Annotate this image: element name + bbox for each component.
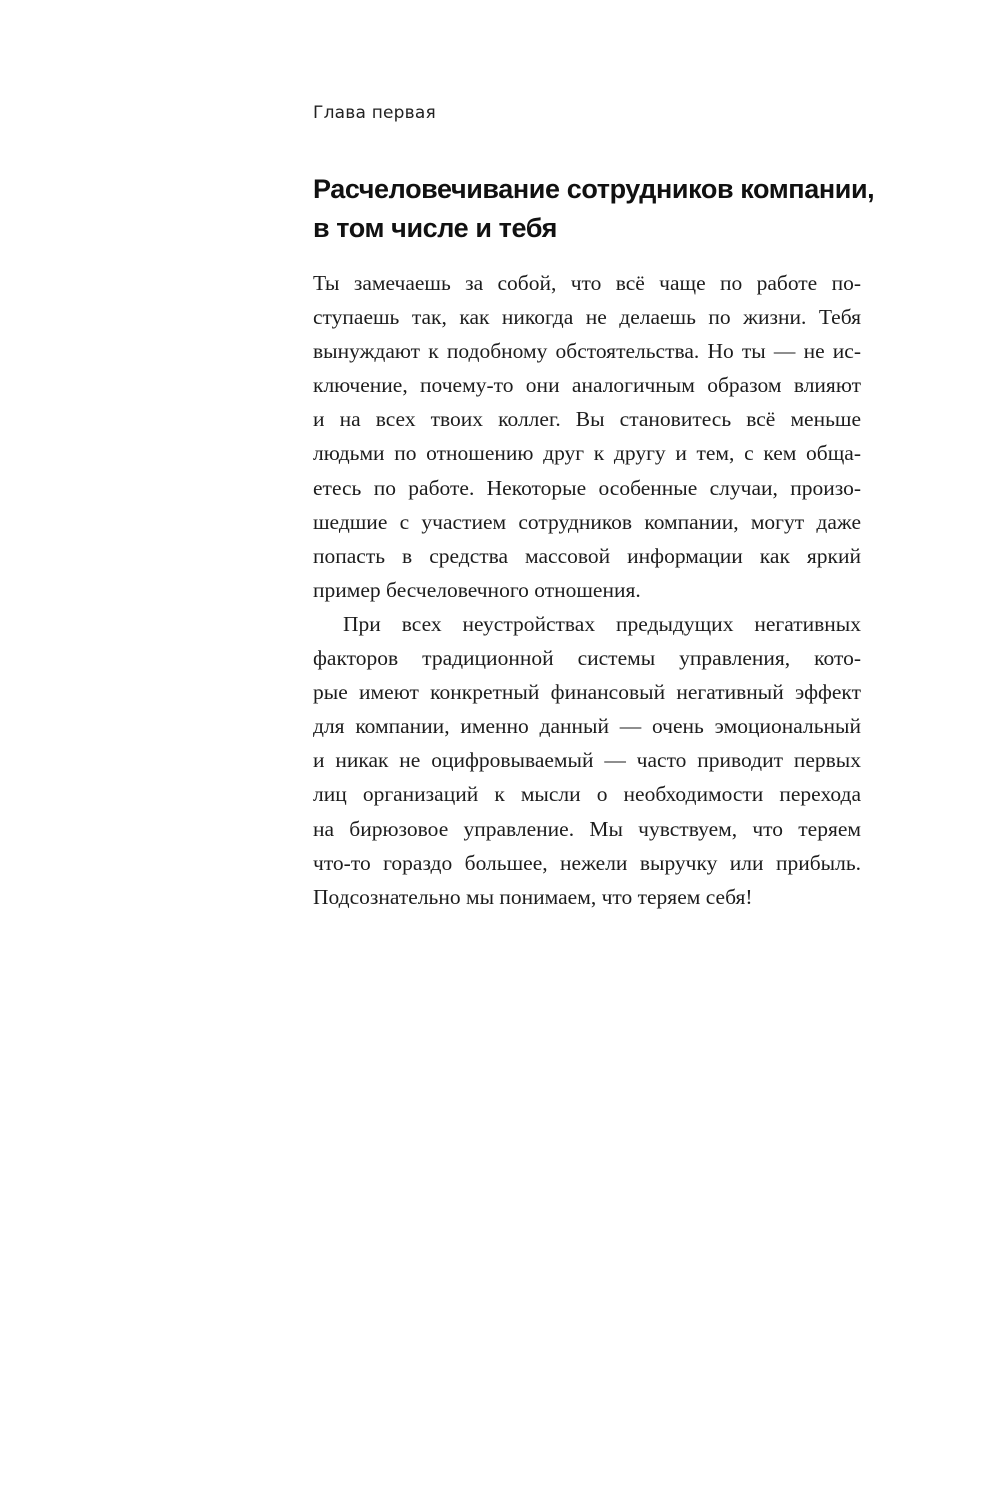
text-line: Подсознательно мы понимаем, что теряем себя! <box>313 884 753 909</box>
chapter-title <box>313 170 893 248</box>
paragraph-1 <box>313 266 861 607</box>
text-line: и на всех твоих коллег. Вы становитесь всё меньше <box>313 407 861 432</box>
text-line: вынуждают к подобному обстоятельства. Но ты — не ис- <box>313 339 861 364</box>
text-line: попасть в средства массовой информации как яркий <box>313 543 861 568</box>
text-line: лиц организаций к мысли о необходимости перехода <box>313 782 861 807</box>
text-line: ключение, почему-то они аналогичным образом влияют <box>313 373 861 398</box>
paragraph-2 <box>313 607 861 914</box>
text-line: рые имеют конкретный финансовый негативный эффект <box>313 680 861 705</box>
body-text <box>313 266 861 914</box>
text-line: При всех неустройствах предыдущих негативных <box>343 611 861 636</box>
chapter-title-line: Расчеловечивание сотрудников компании, <box>313 174 875 204</box>
text-line: етесь по работе. Некоторые особенные случаи, произо- <box>313 475 861 500</box>
text-line: факторов традиционной системы управления, кото- <box>313 646 861 671</box>
text-line: для компании, именно данный — очень эмоциональный <box>313 714 861 739</box>
text-line: шедшие с участием сотрудников компании, могут даже <box>313 509 861 534</box>
text-line: что-то гораздо большее, нежели выручку или прибыль. <box>313 850 861 875</box>
text-line: пример бесчеловечного отношения. <box>313 577 641 602</box>
chapter-title-line: в том числе и тебя <box>313 213 558 243</box>
text-line: на бирюзовое управление. Мы чувствуем, что теряем <box>313 816 861 841</box>
text-line: ступаешь так, как никогда не делаешь по жизни. Тебя <box>313 305 861 330</box>
running-head: Глава первая <box>313 103 436 123</box>
text-line: и никак не оцифровываемый — часто приводит первых <box>313 748 861 773</box>
text-line: людьми по отношению друг к другу и тем, с кем обща- <box>313 441 861 466</box>
text-line: Ты замечаешь за собой, что всё чаще по работе по- <box>313 271 861 295</box>
